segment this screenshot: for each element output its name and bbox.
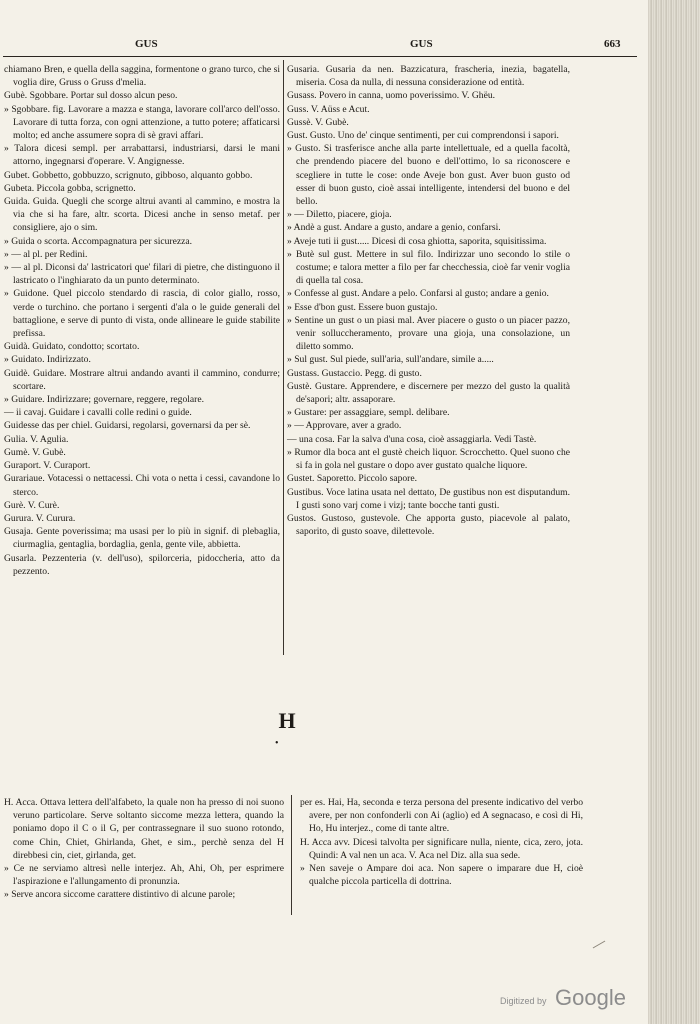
section-mark: • xyxy=(275,738,279,749)
dictionary-entry: » Andè a gust. Andare a gusto, andare a genio, confarsi. xyxy=(287,222,501,234)
column-divider xyxy=(283,60,284,655)
dictionary-entry: » Rumor dla boca ant el gustè cheich liquor. Scrocchetto. Quel suono che si fa in gola nel gustare o dopo aver gustato qualche liquore. xyxy=(287,446,570,472)
dictionary-entry: Gurè. V. Curè. xyxy=(4,499,60,511)
dictionary-entry: Gustè. Gustare. Apprendere, e discernere per mezzo del gusto la qualità de'sapori; altr. assaporare. xyxy=(287,380,570,406)
dictionary-entry: Gusarla. Pezzenteria (v. dell'uso), spilorceria, pidoccheria, atto da pezzento. xyxy=(4,552,280,577)
dictionary-entry: » — Diletto, piacere, gioja. xyxy=(287,209,392,221)
dictionary-entry: » — Approvare, aver a grado. xyxy=(287,420,402,432)
column-left xyxy=(4,63,280,578)
dictionary-entry: » Ce ne serviamo altresì nelle interjez. Ah, Ahi, Oh, per esprimere l'aspirazione e l'allungamento di pronunzia. xyxy=(4,863,284,888)
column-divider-bottom xyxy=(291,795,292,915)
dictionary-entry: » Confesse al gust. Andare a pelo. Confarsi al gusto; andare a genio. xyxy=(287,288,549,300)
footer-watermark xyxy=(500,985,640,1013)
dictionary-entry: » Talora dicesi sempl. per arrabattarsi, industriarsi, darsi le mani attorno, ingegnarsi d'operare. V. Angignesse. xyxy=(4,143,280,168)
dictionary-entry: Gustass. Gustaccio. Pegg. di gusto. xyxy=(287,367,422,379)
dictionary-entry: H. Acca. Ottava lettera dell'alfabeto, la quale non ha presso di noi suono veruno particolare. Serve soltanto siccome mezza lettera, quando la poniamo dopo il C o il G, per contrassegnare il suo suono rotondo, come Chin, Chiet, Ghirlanda, Ghet, e sim., perchè senza del H direbbesi cin, ciet, girlanda, get. xyxy=(4,797,284,861)
column-right xyxy=(287,63,570,538)
dictionary-entry: » Gusto. Si trasferisce anche alla parte intellettuale, ed a quella facoltà, che prendendo piacere del buono e dell'ottimo, lo sa riconoscere e scegliere in tutte le cose: onde Aveje bon gust. Aver buon gusto od esser di buon gusto, cioè assai intelligente, intendersi del buono e del bello. xyxy=(287,143,570,208)
dictionary-entry: Gulia. V. Agulia. xyxy=(4,433,69,445)
header-rule xyxy=(3,56,637,57)
dictionary-entry: » Guidato. Indirizzato. xyxy=(4,354,91,366)
margin-mark xyxy=(593,941,606,949)
dictionary-entry: Gustet. Saporetto. Piccolo sapore. xyxy=(287,473,418,485)
dictionary-entry: per es. Hai, Ha, seconda e terza persona del presente indicativo del verbo avere, per non confonderli con Ai (aglio) ed A segnacaso, e così di Hi, Ho, Hu interjez., come di tante altre. xyxy=(300,797,583,835)
column-bottom-left xyxy=(4,796,284,902)
dictionary-entry: Guidesse das per chiel. Guidarsi, regolarsi, governarsi da per sè. xyxy=(4,420,251,432)
page-edge xyxy=(648,0,700,1024)
column-bottom-right xyxy=(300,796,583,888)
digitized-label: Digitized by xyxy=(500,996,547,1006)
dictionary-entry: Gussè. V. Gubè. xyxy=(287,116,349,128)
dictionary-entry: Gusass. Povero in canna, uomo poverissimo. V. Ghëu. xyxy=(287,90,496,102)
google-logo: Google xyxy=(555,985,626,1010)
dictionary-entry: Gubet. Gobbetto, gobbuzzo, scrignuto, gibboso, alquanto gobbo. xyxy=(4,169,253,181)
dictionary-entry: » Aveje tuti ii gust..... Dicesi di cosa ghiotta, saporita, squisitissima. xyxy=(287,235,547,247)
dictionary-entry: Gubè. Sgobbare. Portar sul dosso alcun peso. xyxy=(4,90,178,102)
dictionary-entry: Gust. Gusto. Uno de' cinque sentimenti, per cui comprendonsi i sapori. xyxy=(287,130,559,142)
dictionary-entry: Guidà. Guidato, condotto; scortato. xyxy=(4,341,140,353)
dictionary-entry: » Guidare. Indirizzare; governare, reggere, regolare. xyxy=(4,394,205,406)
dictionary-entry: — ii cavaj. Guidare i cavalli colle redini o guide. xyxy=(4,407,192,419)
dictionary-entry: Gurura. V. Curura. xyxy=(4,512,76,524)
dictionary-entry: » Sgobbare. fig. Lavorare a mazza e stanga, lavorare coll'arco dell'osso. Lavorare di tutta forza, con ogni attenzione, a tutto potere; affaticarsi molto; ed anche assumere sopra di sè gravi affari. xyxy=(4,103,280,142)
dictionary-entry: Guraport. V. Curaport. xyxy=(4,460,91,472)
dictionary-entry: » Serve ancora siccome carattere distintivo di alcune parole; xyxy=(4,889,236,901)
dictionary-entry: » Nen saveje o Ampare doi aca. Non sapere o imparare due H, cioè qualche piccola particella di dottrina. xyxy=(300,863,583,888)
dictionary-entry: chiamano Bren, e quella della saggina, formentone o grano turco, che si voglia dire, Gruss o Gruss d'melia. xyxy=(4,64,280,89)
dictionary-entry: » Esse d'bon gust. Essere buon gustajo. xyxy=(287,301,438,313)
dictionary-entry: » — al pl. Diconsi da' lastricatori que' filari di pietre, che distinguono il lastricato o l'inghiarato da un punto determinato. xyxy=(4,262,280,287)
dictionary-entry: » — al pl. per Redini. xyxy=(4,248,88,260)
dictionary-entry: » Sentine un gust o un piasi mal. Aver piacere o gusto o un piacer pazzo, venir solluccheramento, provare una gioja, una consolazione, un diletto sommo. xyxy=(287,314,570,353)
dictionary-entry: Gusaria. Gusaria da nen. Bazzicatura, frascheria, inezia, bagatella, miseria. Cosa da nulla, di nessuna considerazione od entità. xyxy=(287,64,570,89)
dictionary-entry: Guidè. Guidare. Mostrare altrui andando avanti il cammino, condurre; scortare. xyxy=(4,367,280,392)
dictionary-entry: H. Acca avv. Dicesi talvolta per significare nulla, niente, cica, zero, jota. Quindi: A val nen un aca. V. Aca nel Diz. alla sua sede. xyxy=(300,836,583,861)
dictionary-entry: Guss. V. Aüss e Acut. xyxy=(287,103,370,115)
dictionary-entry: — una cosa. Far la salva d'una cosa, cioè assaggiarla. Vedi Tastè. xyxy=(287,433,537,445)
dictionary-entry: Gumè. V. Gubè. xyxy=(4,446,66,458)
dictionary-entry: » Guidone. Quel piccolo stendardo di rascia, di color giallo, rosso, verde o turchino. che portano i sergenti d'ala o le guide generali del battaglione, e serve di punto di vista, onde allineare le guide stabilite prefissa. xyxy=(4,288,280,340)
running-header xyxy=(0,38,640,56)
dictionary-entry: Gustos. Gustoso, gustevole. Che apporta gusto, piacevole al palato, saporito, di gusto soave, dilettevole. xyxy=(287,512,570,538)
dictionary-entry: » Guida o scorta. Accompagnatura per sicurezza. xyxy=(4,235,193,247)
dictionary-entry: » Gustare: per assaggiare, sempl. delibare. xyxy=(287,407,450,419)
page-number: 663 xyxy=(604,38,621,50)
header-middle: GUS xyxy=(410,38,433,50)
dictionary-entry: Gurariaue. Votacessi o nettacessi. Chi vota o netta i cessi, cavandone lo sterco. xyxy=(4,473,280,498)
dictionary-entry: Gustibus. Voce latina usata nel dettato, De gustibus non est disputandum. I gusti sono varj come i vizj; tante bocche tanti gusti. xyxy=(287,486,570,511)
dictionary-entry: » Butè sul gust. Mettere in sul filo. Indirizzar uno secondo lo stile o costume; e talora metter a filo per far checchessia, cioè far venir voglia di quella tal cosa. xyxy=(287,248,570,287)
dictionary-entry: Guida. Guida. Quegli che scorge altrui avanti al cammino, e mostra la via che si ha fare, altr. scorta. Dicesi anche in senso metaf. per consigliere, ajo o sim. xyxy=(4,196,280,234)
dictionary-entry: Gusaja. Gente poverissima; ma usasi per lo più in signif. di plebaglia, ciurmaglia, gentaglia, bordaglia, genla, gente vile, abbietta. xyxy=(4,526,280,551)
dictionary-entry: Gubeta. Piccola gobba, scrignetto. xyxy=(4,182,136,194)
section-letter: H xyxy=(278,708,296,733)
dictionary-entry: » Sul gust. Sul piede, sull'aria, sull'andare, simile a..... xyxy=(287,354,494,366)
header-left: GUS xyxy=(135,38,158,50)
